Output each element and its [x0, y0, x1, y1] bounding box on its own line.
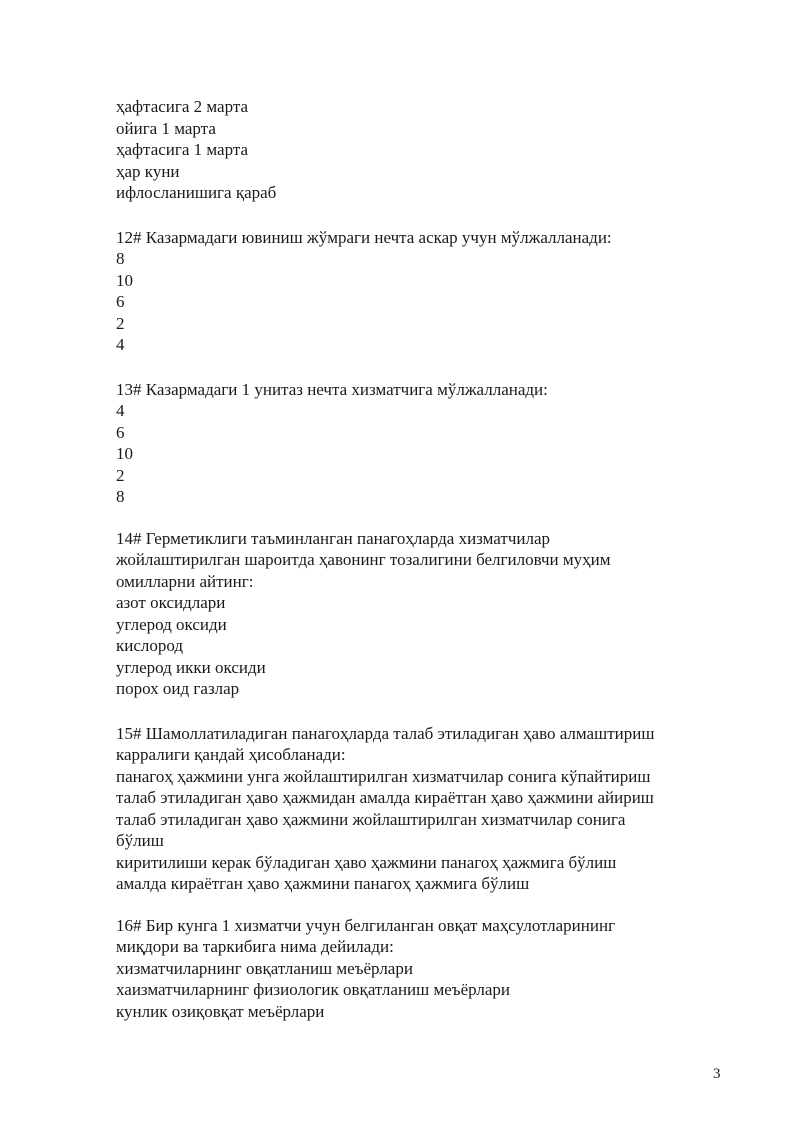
question-15-option: киритилиши керак бўладиган ҳаво ҳажмини панагоҳ ҳажмига бўлиш [116, 853, 617, 872]
question-14-text: жойлаштирилган шароитда ҳавонинг тозалигини белгиловчи муҳим [116, 550, 611, 569]
question-15-option: талаб этиладиган ҳаво ҳажмидан амалда кираётган ҳаво ҳажмини айириш [116, 788, 654, 807]
question-16-option: хизматчиларнинг овқатланиш меъёрлари [116, 959, 413, 978]
question-15-option: талаб этиладиган ҳаво ҳажмини жойлаштирилган хизматчилар сонига [116, 810, 626, 829]
question-12-option: 4 [116, 335, 125, 354]
question-12-option: 6 [116, 292, 125, 311]
question-14-option: углерод икки оксиди [116, 658, 266, 677]
question-13-text: 13# Казармадаги 1 унитаз нечта хизматчига мўлжалланади: [116, 380, 548, 399]
option-line: ҳафтасига 1 марта [116, 140, 249, 159]
question-13-option: 2 [116, 466, 125, 485]
question-13-option: 4 [116, 401, 125, 420]
question-13-option: 10 [116, 444, 133, 463]
option-line: ифлосланишига қараб [116, 183, 277, 202]
question-14-option: углерод оксиди [116, 615, 227, 634]
question-15-option: панагоҳ ҳажмини унга жойлаштирилган хизматчилар сонига кўпайтириш [116, 767, 651, 786]
question-13-option: 8 [116, 487, 125, 506]
question-14-option: кислород [116, 636, 184, 655]
question-14-option: порох оид газлар [116, 679, 240, 698]
question-15-text: карралиги қандай ҳисобланади: [116, 745, 346, 764]
question-15-option: амалда кираётган ҳаво ҳажмини панагоҳ ҳажмига бўлиш [116, 874, 530, 893]
question-16-text: 16# Бир кунга 1 хизматчи учун белгиланган овқат маҳсулотларининг [116, 916, 616, 935]
question-16-option: хаизматчиларнинг физиологик овқатланиш меъёрлари [116, 980, 511, 999]
option-line: ҳар куни [116, 162, 180, 181]
question-14-option: азот оксидлари [116, 593, 226, 612]
question-12-option: 8 [116, 249, 125, 268]
question-12-text: 12# Казармадаги ювиниш жўмраги нечта аскар учун мўлжалланади: [116, 228, 612, 247]
question-12-option: 10 [116, 271, 133, 290]
question-16-option: кунлик озиқовқат меъёрлари [116, 1002, 325, 1021]
question-15-text: 15# Шамоллатиладиган панагоҳларда талаб этиладиган ҳаво алмаштириш [116, 724, 655, 743]
question-14-text: омилларни айтинг: [116, 572, 254, 591]
question-14-text: 14# Герметиклиги таъминланган панагоҳларда хизматчилар [116, 529, 550, 548]
question-15-option: бўлиш [116, 831, 164, 850]
question-13-option: 6 [116, 423, 125, 442]
page-number: 3 [713, 1066, 721, 1082]
option-line: ҳафтасига 2 марта [116, 97, 249, 116]
option-line: ойига 1 марта [116, 119, 216, 138]
question-12-option: 2 [116, 314, 125, 333]
question-16-text: миқдори ва таркибига нима дейилади: [116, 937, 394, 956]
